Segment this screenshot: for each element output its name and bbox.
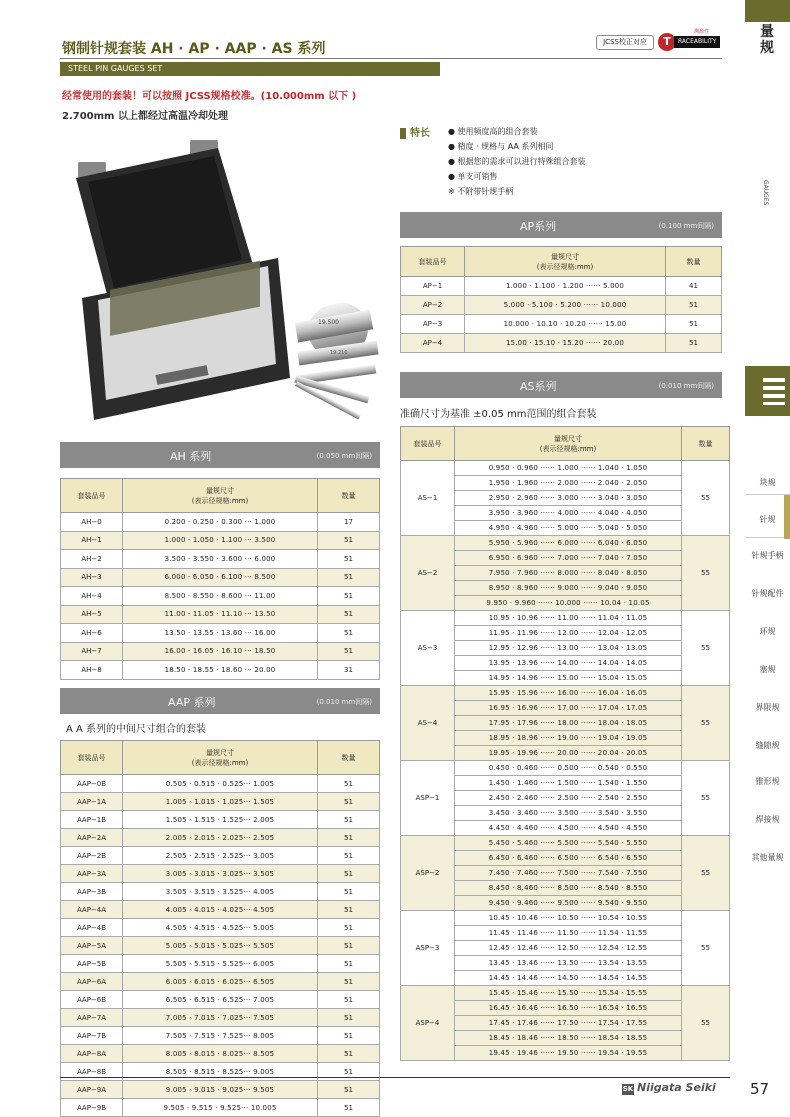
quantity: 51 [318,865,380,883]
table-row [61,1099,380,1117]
col-code: 套装品号 [61,479,123,513]
quantity: 51 [666,296,722,315]
size-range: 3.500 · 3.550 · 3.600 ··· 6.000 [123,550,318,569]
set-code: ASP−3 [401,911,455,986]
set-code: AH−0 [61,513,123,532]
size-range: 2.505 · 2.515 · 2.525··· 3.005 [123,847,318,865]
quantity: 51 [318,955,380,973]
table-row [401,611,730,626]
size-range: 9.505 · 9.515 · 9.525··· 10.005 [123,1099,318,1117]
size-range: 10.000 · 10.10 · 10.20 ······ 15.00 [465,315,666,334]
product-photo [68,138,380,434]
quantity: 55 [682,536,730,611]
set-code: AH−7 [61,642,123,661]
aap-title: AAP 系列 [168,696,216,709]
side-nav-item[interactable]: 锥形规 [755,777,780,786]
size-range: 0.950 · 0.960 ······ 1.000 ······ 1.040 · 1.050 [455,461,682,476]
size-range: 7.505 · 7.515 · 7.525··· 8.005 [123,1027,318,1045]
table-row [61,1081,380,1099]
size-range: 6.000 · 6.050 · 6.100 ··· 8.500 [123,568,318,587]
table-row [401,911,730,926]
quantity: 55 [682,461,730,536]
set-code: AAP−8B [61,1063,123,1081]
table-row [61,1027,380,1045]
size-range: 0.450 · 0.460 ······ 0.500 ······ 0.540 · 0.550 [455,761,682,776]
side-category-label: 量规 [760,24,774,56]
size-range: 12.95 · 12.96 ······ 13.00 ······ 13.04 · 13.05 [455,641,682,656]
size-range: 16.00 · 16.05 · 16.10 ··· 18.50 [123,642,318,661]
side-nav-item[interactable]: 针规 [759,515,776,524]
size-range: 5.505 · 5.515 · 5.525··· 6.005 [123,955,318,973]
size-range: 1.000 · 1.050 · 1.100 ··· 3.500 [123,531,318,550]
quantity: 51 [318,991,380,1009]
size-range: 6.505 · 6.515 · 6.525··· 7.005 [123,991,318,1009]
size-range: 8.505 · 8.515 · 8.525··· 9.005 [123,1063,318,1081]
table-row [61,955,380,973]
title-divider [60,58,722,59]
side-nav-item[interactable]: 针规手柄 [751,551,784,560]
quantity: 51 [318,1027,380,1045]
table-row [61,991,380,1009]
quantity: 51 [666,334,722,353]
size-range: 11.95 · 11.96 ······ 12.00 ······ 12.04 · 12.05 [455,626,682,641]
table-row [61,847,380,865]
set-code: AAP−6A [61,973,123,991]
size-range: 4.005 · 4.015 · 4.025··· 4.505 [123,901,318,919]
size-range: 1.005 · 1.015 · 1.025··· 1.505 [123,793,318,811]
ap-section-header [400,212,722,238]
size-range: 10.95 · 10.96 ······ 11.00 ······ 11.04 · 11.05 [455,611,682,626]
table-row [61,883,380,901]
size-range: 4.505 · 4.515 · 4.525··· 5.005 [123,919,318,937]
size-range: 14.95 · 14.96 ······ 15.00 ······ 15.04 · 15.05 [455,671,682,686]
feature-item: ● 精度 · 规格与 AA 系列相同 [448,142,554,151]
page-title: 钢制针规套装 AH · AP · AAP · AS 系列 [62,41,326,57]
set-code: AAP−9A [61,1081,123,1099]
size-range: 7.005 · 7.015 · 7.025··· 7.505 [123,1009,318,1027]
quantity: 55 [682,761,730,836]
size-range: 10.45 · 10.46 ······ 10.50 ······ 10.54 · 10.55 [455,911,682,926]
set-code: AAP−7A [61,1009,123,1027]
table-row [61,1009,380,1027]
size-range: 1.505 · 1.515 · 1.525··· 2.005 [123,811,318,829]
quantity: 51 [318,568,380,587]
table-row [61,973,380,991]
table-row [401,277,722,296]
side-nav-item[interactable]: 其他量规 [751,853,784,862]
size-range: 11.00 · 11.05 · 11.10 ··· 13.50 [123,605,318,624]
as-title: AS系列 [520,380,557,393]
col-code: 套装品号 [401,427,455,461]
col-qty: 数量 [318,741,380,775]
table-row [61,624,380,643]
size-range: 6.005 · 6.015 · 6.025··· 6.505 [123,973,318,991]
set-code: ASP−1 [401,761,455,836]
set-code: AS−2 [401,536,455,611]
quantity: 51 [318,937,380,955]
size-range: 8.950 · 8.960 ······ 9.000 ······ 9.040 · 9.050 [455,581,682,596]
set-code: AH−5 [61,605,123,624]
aap-interval: (0.010 mm间隔) [316,698,372,706]
footer-divider [60,1077,730,1078]
set-code: AAP−1B [61,811,123,829]
size-range: 13.50 · 13.55 · 13.60 ··· 16.00 [123,624,318,643]
quantity: 55 [682,686,730,761]
set-code: AAP−3A [61,865,123,883]
size-range: 19.45 · 19.46 ······ 19.50 ······ 19.54 · 19.55 [455,1046,682,1061]
quantity: 51 [318,1045,380,1063]
size-range: 3.450 · 3.460 ······ 3.500 ······ 3.540 · 3.550 [455,806,682,821]
side-nav-item[interactable]: 塞规 [759,665,776,674]
quantity: 51 [318,624,380,643]
size-range: 19.95 · 19.96 ······ 20.00 ······ 20.04 · 20.05 [455,746,682,761]
traceability-badge [658,29,720,52]
table-row [401,334,722,353]
set-code: AH−1 [61,531,123,550]
set-code: AAP−5B [61,955,123,973]
set-code: AAP−5A [61,937,123,955]
table-row [61,901,380,919]
table-row [61,642,380,661]
quantity: 51 [666,315,722,334]
size-range: 14.45 · 14.46 ······ 14.50 ······ 14.54 · 14.55 [455,971,682,986]
size-range: 1.450 · 1.460 ······ 1.500 ······ 1.540 · 1.550 [455,776,682,791]
quantity: 51 [318,531,380,550]
set-code: AAP−6B [61,991,123,1009]
table-row [61,919,380,937]
set-code: AS−1 [401,461,455,536]
quantity: 51 [318,829,380,847]
traceability-text: RACEABILITY [674,36,720,48]
size-range: 0.200 · 0.250 · 0.300 ··· 1.000 [123,513,318,532]
table-row [61,531,380,550]
col-size: 量规尺寸 (表示径规格:mm) [465,247,666,277]
set-code: AAP−2B [61,847,123,865]
side-nav-item[interactable]: 块规 [759,478,776,487]
size-range: 16.45 · 16.46 ······ 16.50 ······ 16.54 · 16.55 [455,1001,682,1016]
side-gauges-label: GAUGES [762,180,769,206]
table-row [401,461,730,476]
set-code: AP−2 [401,296,465,315]
set-code: AH−4 [61,587,123,606]
set-code: AAP−2A [61,829,123,847]
quantity: 51 [318,642,380,661]
table-row [61,865,380,883]
size-range: 15.95 · 15.96 ······ 16.00 ······ 16.04 · 16.05 [455,686,682,701]
quantity: 51 [318,1009,380,1027]
size-range: 5.000 · 5.100 · 5.200 ······ 10.000 [465,296,666,315]
table-row [401,536,730,551]
quantity: 17 [318,513,380,532]
pin-size-label-2: 19.210 [330,350,348,356]
ah-table [60,478,380,680]
table-row [401,686,730,701]
size-range: 6.950 · 6.960 ······ 7.000 ······ 7.040 · 7.050 [455,551,682,566]
side-nav-item[interactable]: 界限规 [755,703,780,712]
feature-item: ● 使用频度高的组合套装 [448,127,538,136]
set-code: AH−3 [61,568,123,587]
table-row [61,811,380,829]
table-row [401,836,730,851]
size-range: 8.005 · 8.015 · 8.025··· 8.505 [123,1045,318,1063]
set-code: AAP−9B [61,1099,123,1117]
set-code: AAP−1A [61,793,123,811]
traceability-icon: T [658,33,676,51]
size-range: 7.950 · 7.960 ······ 8.000 ······ 8.040 · 8.050 [455,566,682,581]
table-row [61,568,380,587]
size-range: 4.450 · 4.460 ······ 4.500 ······ 4.540 · 4.550 [455,821,682,836]
company-logo: SK Niigata Seiki [622,1081,716,1094]
subtitle-bar: STEEL PIN GAUGES SET [60,62,440,76]
size-range: 15.45 · 15.46 ······ 15.50 ······ 15.54 · 15.55 [455,986,682,1001]
quantity: 51 [318,973,380,991]
col-size: 量规尺寸 (表示径规格:mm) [455,427,682,461]
quantity: 51 [318,775,380,793]
set-code: AAP−7B [61,1027,123,1045]
set-code: AAP−4B [61,919,123,937]
set-code: AS−4 [401,686,455,761]
col-qty: 数量 [682,427,730,461]
col-qty: 数量 [666,247,722,277]
size-range: 11.45 · 11.46 ······ 11.50 ······ 11.54 · 11.55 [455,926,682,941]
quantity: 51 [318,1063,380,1081]
logo-mark-icon: SK [622,1085,634,1093]
set-code: AH−8 [61,661,123,680]
set-code: AP−3 [401,315,465,334]
quantity: 55 [682,836,730,911]
ah-title: AH 系列 [170,450,212,463]
quantity: 51 [318,793,380,811]
quantity: 51 [318,847,380,865]
quantity: 51 [318,587,380,606]
table-row [61,513,380,532]
size-range: 8.450 · 8.460 ······ 8.500 ······ 8.540 · 8.550 [455,881,682,896]
side-tab-marker [745,0,790,22]
jcss-badge: JCSS校正对应 [596,35,654,50]
set-code: AH−2 [61,550,123,569]
col-size: 量规尺寸 (表示径规格:mm) [123,479,318,513]
aap-section-header [60,688,380,714]
as-section-header [400,372,722,398]
side-nav-item[interactable]: 焊接规 [755,815,780,824]
set-code: AAP−0B [61,775,123,793]
size-range: 2.950 · 2.960 ······ 3.000 ······ 3.040 · 3.050 [455,491,682,506]
feature-item: ● 单支可销售 [448,172,498,181]
table-row [61,829,380,847]
size-range: 9.950 · 9.960 ······ 10.000 ······ 10.04 · 10.05 [455,596,682,611]
col-size: 量规尺寸 (表示径规格:mm) [123,741,318,775]
quantity: 51 [318,901,380,919]
set-code: AP−1 [401,277,465,296]
table-row [61,937,380,955]
size-range: 3.005 · 3.015 · 3.025··· 3.505 [123,865,318,883]
set-code: AAP−4A [61,901,123,919]
aap-description: A A 系列的中间尺寸组合的套装 [66,724,207,735]
quantity: 41 [666,277,722,296]
side-nav-item[interactable]: 环规 [759,627,776,636]
set-code: AH−6 [61,624,123,643]
size-range: 4.950 · 4.960 ······ 5.000 ······ 5.040 · 5.050 [455,521,682,536]
table-row [61,775,380,793]
size-range: 2.450 · 2.460 ······ 2.500 ······ 2.540 · 2.550 [455,791,682,806]
pin-gauge-case-illustration [68,138,380,434]
table-row [401,296,722,315]
col-code: 套装品号 [61,741,123,775]
as-interval: (0.010 mm间隔) [658,382,714,390]
size-range: 8.500 · 8.550 · 8.600 ··· 11.00 [123,587,318,606]
size-range: 17.95 · 17.96 ······ 18.00 ······ 18.04 · 18.05 [455,716,682,731]
size-range: 17.45 · 17.46 ······ 17.50 ······ 17.54 · 17.55 [455,1016,682,1031]
size-range: 5.005 · 5.015 · 5.025··· 5.505 [123,937,318,955]
promo-text: 经常使用的套装！可以按照 JCSS规格校准。(10.000mm 以下 ) [62,91,357,102]
heat-treatment-note: 2.700mm 以上都经过高温冷却处理 [62,111,228,122]
quantity: 31 [318,661,380,680]
set-code: AAP−3B [61,883,123,901]
ah-section-header [60,442,380,468]
size-range: 18.95 · 18.96 ······ 19.00 ······ 19.04 · 19.05 [455,731,682,746]
table-row [61,1045,380,1063]
ap-interval: (0.100 mm间隔) [658,222,714,230]
size-range: 2.005 · 2.015 · 2.025··· 2.505 [123,829,318,847]
size-range: 5.950 · 5.960 ······ 6.000 ······ 6.040 · 6.050 [455,536,682,551]
table-row [61,793,380,811]
aap-table [60,740,380,1117]
size-range: 1.000 · 1.100 · 1.200 ······ 5.000 [465,277,666,296]
size-range: 16.95 · 16.96 ······ 17.00 ······ 17.04 · 17.05 [455,701,682,716]
size-range: 12.45 · 12.46 ······ 12.50 ······ 12.54 · 12.55 [455,941,682,956]
table-row [61,661,380,680]
size-range: 6.450 · 6.460 ······ 6.500 ······ 6.540 · 6.550 [455,851,682,866]
side-nav-item[interactable]: 针规配件 [751,589,784,598]
size-range: 13.45 · 13.46 ······ 13.50 ······ 13.54 · 13.55 [455,956,682,971]
page-number: 57 [750,1080,770,1098]
ap-table [400,246,722,353]
quantity: 55 [682,986,730,1061]
certification-badges [596,29,720,52]
table-row [61,587,380,606]
ap-title: AP系列 [520,220,557,233]
size-range: 1.950 · 1.960 ······ 2.000 ······ 2.040 · 2.050 [455,476,682,491]
quantity: 51 [318,550,380,569]
pin-bundle-icon [745,366,790,416]
as-description: 准确尺寸为基准 ±0.05 mm范围的组合套装 [400,409,597,420]
size-range: 9.005 · 9.015 · 9.025··· 9.505 [123,1081,318,1099]
set-code: AS−3 [401,611,455,686]
side-pin-icon [745,366,790,416]
size-range: 3.505 · 3.515 · 3.525··· 4.005 [123,883,318,901]
table-row [61,550,380,569]
size-range: 9.450 · 9.460 ······ 9.500 ······ 9.540 · 9.550 [455,896,682,911]
set-code: ASP−4 [401,986,455,1061]
quantity: 51 [318,919,380,937]
ah-interval: (0.050 mm间隔) [316,452,372,460]
quantity: 51 [318,811,380,829]
quantity: 51 [318,1099,380,1117]
size-range: 3.950 · 3.960 ······ 4.000 ······ 4.040 · 4.050 [455,506,682,521]
size-range: 18.45 · 18.46 ······ 18.50 ······ 18.54 · 18.55 [455,1031,682,1046]
quantity: 51 [318,883,380,901]
feature-item: ● 根据您的需求可以进行特殊组合套装 [448,157,586,166]
quantity: 55 [682,911,730,986]
features-heading: 特长 [400,124,430,139]
size-range: 5.450 · 5.460 ······ 5.500 ······ 5.540 · 5.550 [455,836,682,851]
col-qty: 数量 [318,479,380,513]
quantity: 51 [318,1081,380,1099]
size-range: 7.450 · 7.460 ······ 7.500 ······ 7.540 · 7.550 [455,866,682,881]
feature-item: ※ 不附带针规手柄 [448,187,514,196]
size-range: 18.50 · 18.55 · 18.60 ··· 20.00 [123,661,318,680]
pin-size-label: 19.500 [318,319,339,326]
table-row [401,986,730,1001]
set-code: AP−4 [401,334,465,353]
features-list [448,124,586,199]
set-code: ASP−2 [401,836,455,911]
size-range: 0.505 · 0.515 · 0.525··· 1.005 [123,775,318,793]
col-code: 套装品号 [401,247,465,277]
table-row [61,605,380,624]
table-row [401,315,722,334]
as-table [400,426,730,1061]
size-range: 15.00 · 15.10 · 15.20 ······ 20.00 [465,334,666,353]
traceability-small: 溯源性 [694,29,710,35]
quantity: 55 [682,611,730,686]
table-row [401,761,730,776]
side-nav-item[interactable]: 缝隙规 [755,741,780,750]
set-code: AAP−8A [61,1045,123,1063]
quantity: 51 [318,605,380,624]
size-range: 13.95 · 13.96 ······ 14.00 ······ 14.04 · 14.05 [455,656,682,671]
